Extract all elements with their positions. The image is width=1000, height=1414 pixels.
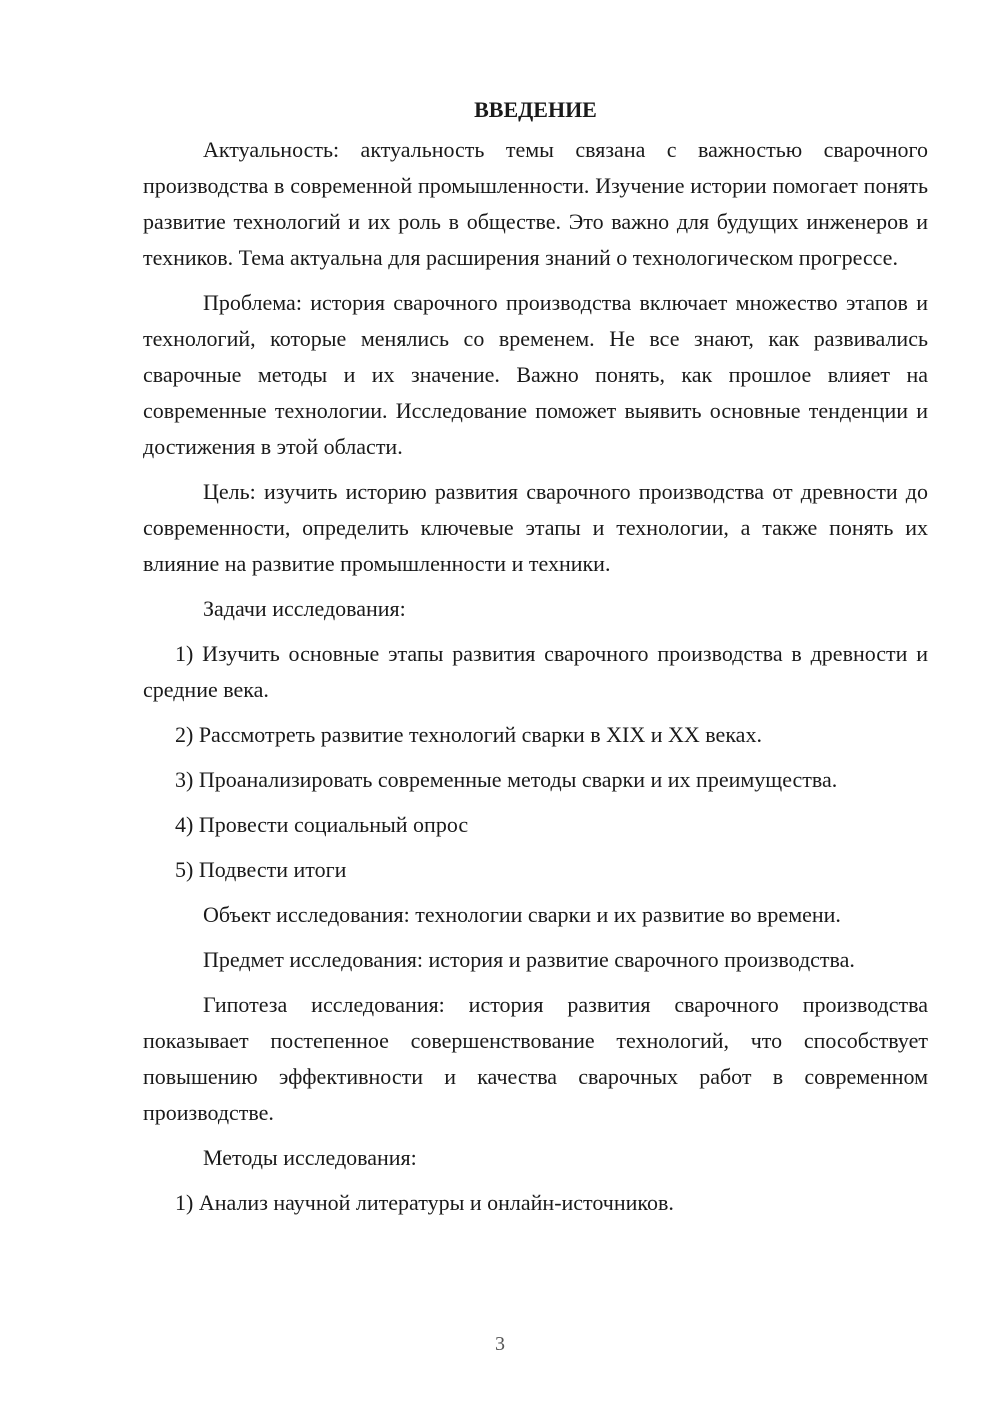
task-item: 3) Проанализировать современные методы сварки и их преимущества. (175, 767, 838, 792)
method-item: 1) Анализ научной литературы и онлайн-источников. (175, 1190, 674, 1215)
subject-paragraph: Предмет исследования: история и развитие сварочного производства. (203, 947, 855, 972)
page-number: 3 (495, 1333, 505, 1355)
methods-heading: Методы исследования: (203, 1145, 417, 1170)
task-item: 1) Изучить основные этапы развития сварочного производства в древности и средние века. (143, 641, 928, 702)
hypothesis-paragraph: Гипотеза исследования: история развития сварочного производства показывает постепенное совершенствование технологий, что способствует повышению эффективности и качества сварочных работ в современном производстве. (143, 992, 928, 1125)
task-item: 4) Провести социальный опрос (175, 812, 469, 837)
page-content (143, 92, 928, 1230)
task-item: 5) Подвести итоги (175, 857, 347, 882)
problem-paragraph: Проблема: история сварочного производства включает множество этапов и технологий, которые менялись со временем. Не все знают, как развивались сварочные методы и их значение. Важно понять, как прошлое влияет на современные технологии. Исследование поможет выявить основные тенденции и достижения в этой области. (143, 290, 928, 459)
goal-paragraph: Цель: изучить историю развития сварочного производства от древности до современности, определить ключевые этапы и технологии, а также понять их влияние на развитие промышленности и техники. (143, 479, 928, 576)
page-title: ВВЕДЕНИЕ (474, 97, 597, 122)
object-paragraph: Объект исследования: технологии сварки и их развитие во времени. (203, 902, 841, 927)
tasks-heading: Задачи исследования: (203, 596, 406, 621)
task-item: 2) Рассмотреть развитие технологий сварки в XIX и XX веках. (175, 722, 762, 747)
relevance-paragraph: Актуальность: актуальность темы связана с важностью сварочного производства в современной промышленности. Изучение истории помогает понять развитие технологий и их роль в обществе. Это важно для будущих инженеров и техников. Тема актуальна для расширения знаний о технологическом прогрессе. (143, 137, 928, 270)
